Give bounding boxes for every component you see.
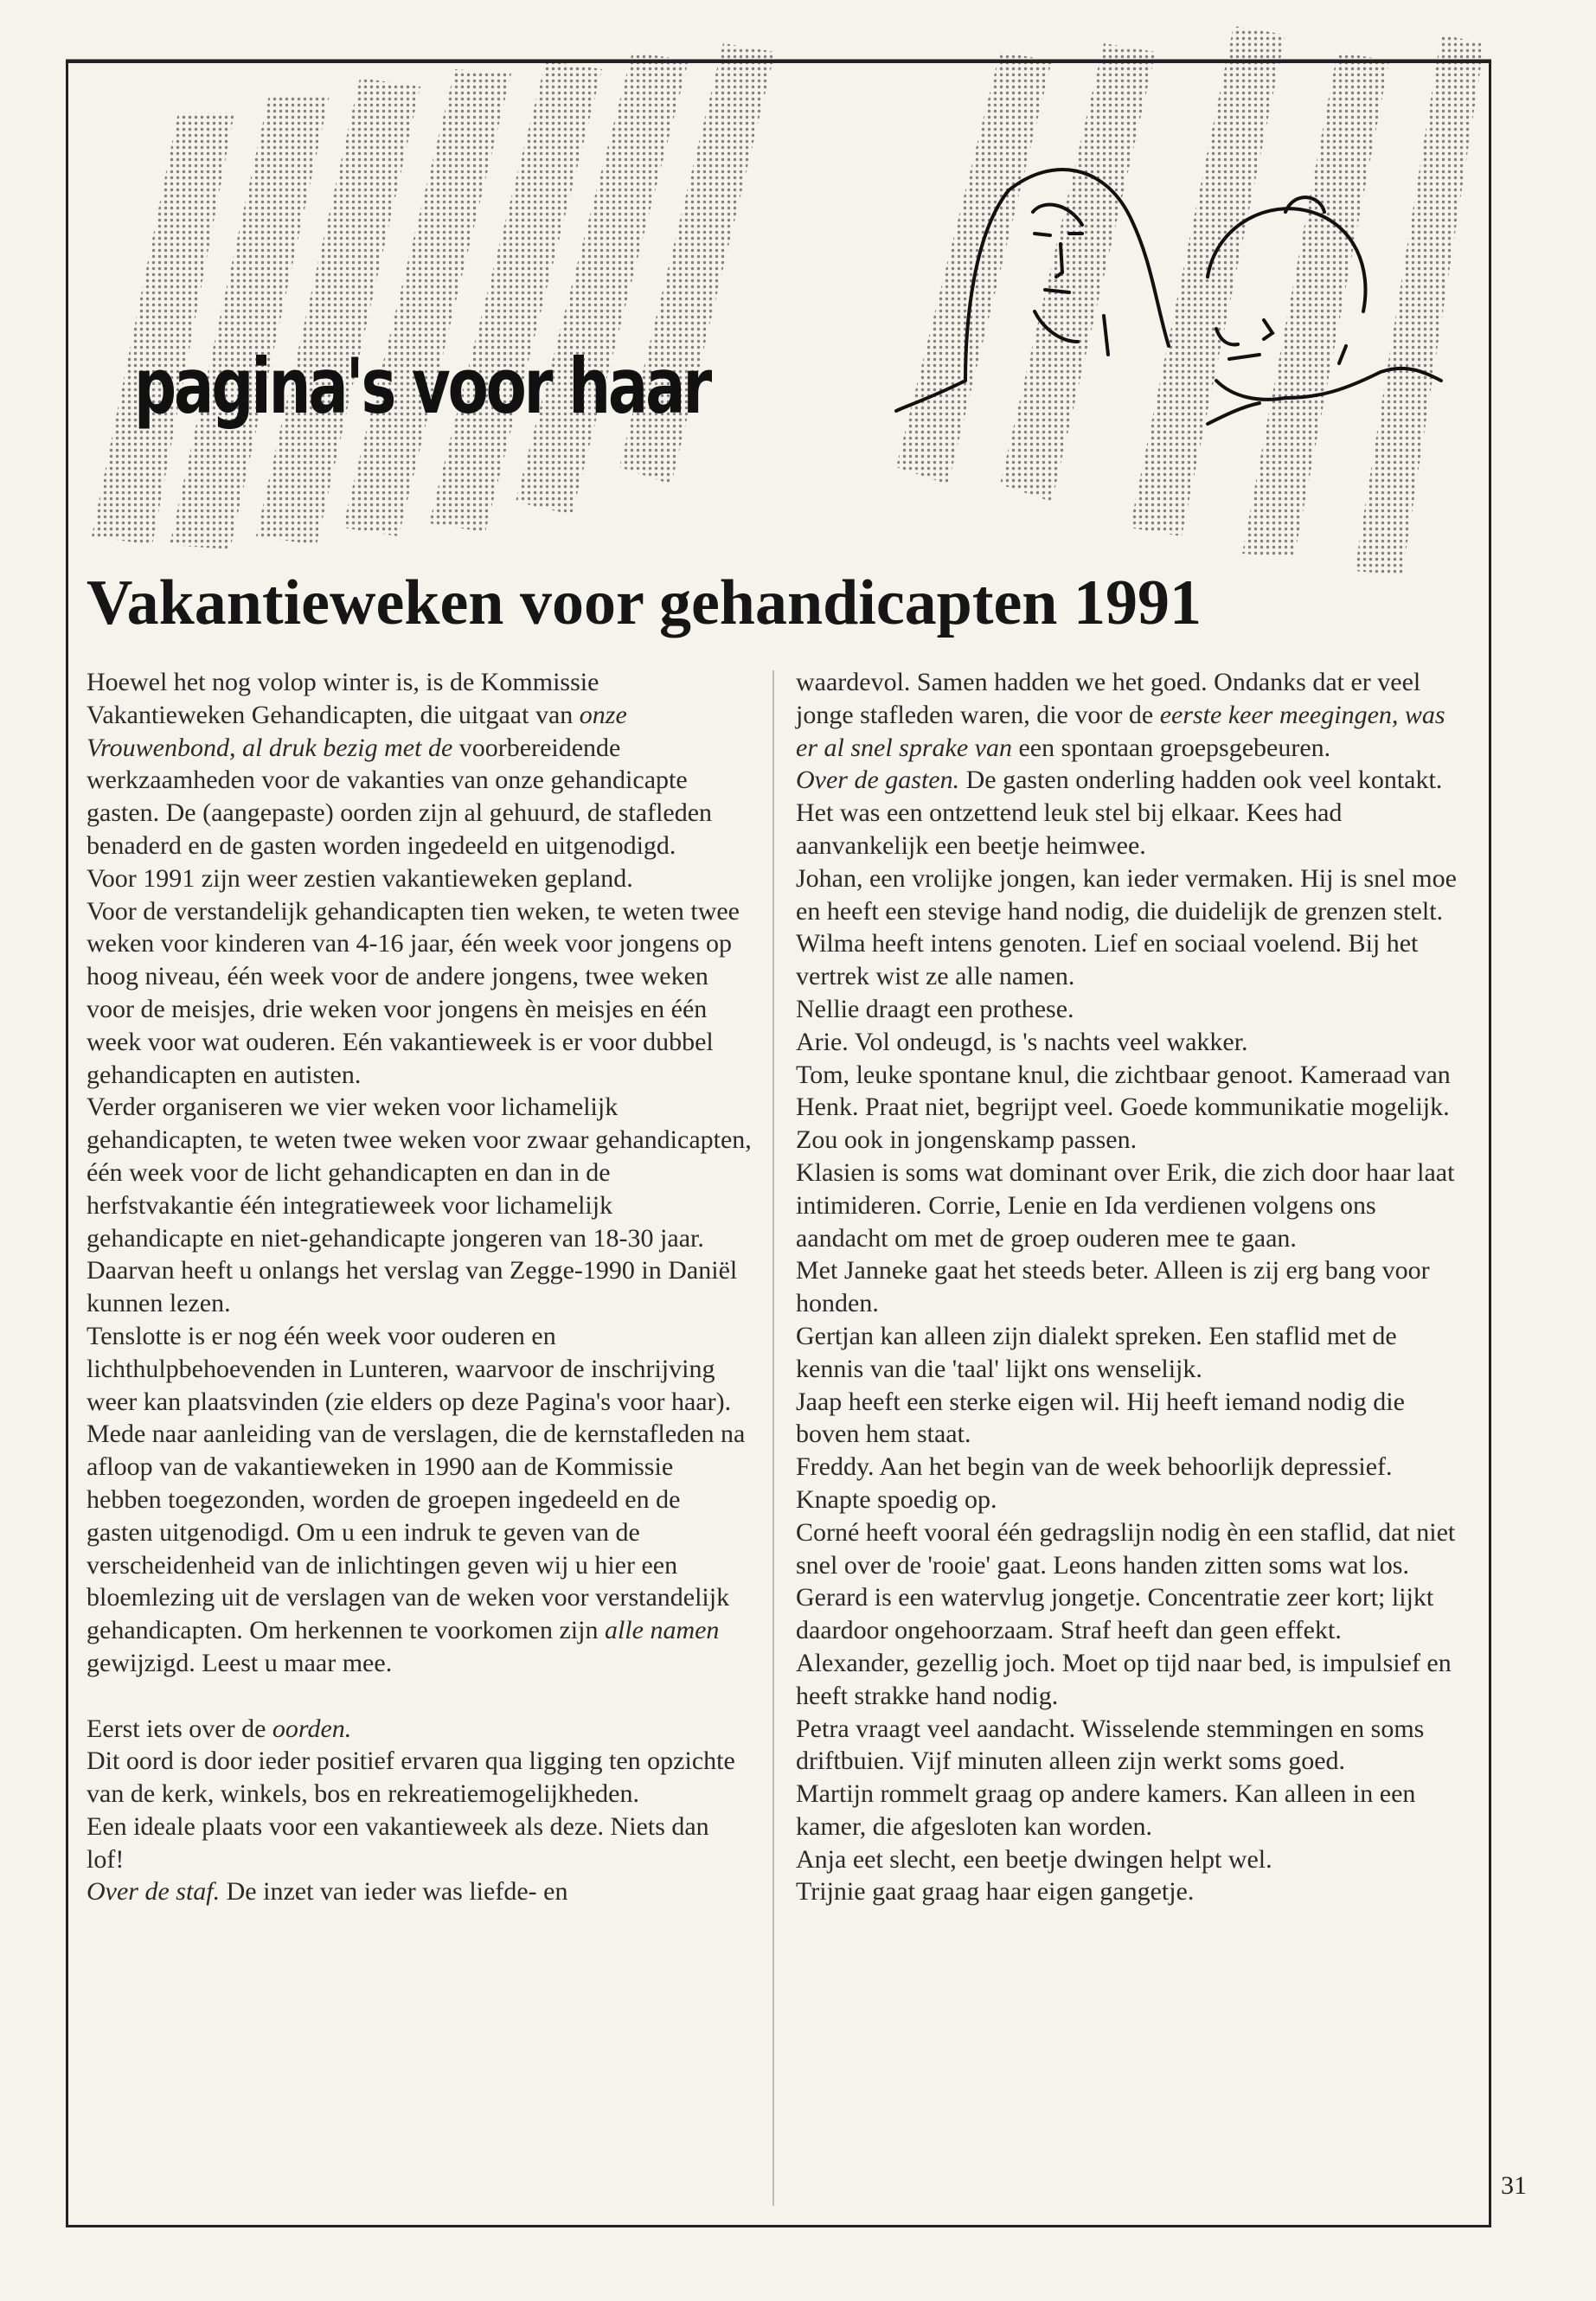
paragraph: Alexander, gezellig joch. Moet op tijd naar bed, is impulsief en heeft strakke hand nodig. xyxy=(796,1648,1452,1710)
paragraph: Nellie draagt een prothese. xyxy=(796,994,1074,1023)
paragraph: Jaap heeft een sterke eigen wil. Hij heeft iemand nodig die boven hem staat. xyxy=(796,1387,1405,1449)
paragraph: Met Janneke gaat het steeds beter. Alleen is zij erg bang voor honden. xyxy=(796,1256,1430,1318)
paragraph: Verder organiseren we vier weken voor lichamelijk gehandicapten, te weten twee weken voor zwaar gehandicapten, één week voor de licht gehandicapten en dan in de herfstvakantie één integratieweek voor lichamelijk gehandicapte en niet-gehandicapte jongeren van 18-30 jaar. Daarvan heeft u onlangs het verslag van Zegge-1990 in Daniël kunnen lezen. xyxy=(87,1093,752,1318)
paragraph: Trijnie gaat graag haar eigen gangetje. xyxy=(796,1877,1195,1907)
paragraph: waardevol. Samen hadden we het goed. Ondanks dat er veel jonge stafleden waren, die voor de eerste keer meegingen, was er al snel sprake van een spontaan groepsgebeuren. xyxy=(796,668,1445,762)
paragraph: Arie. Vol ondeugd, is 's nachts veel wakker. xyxy=(796,1027,1248,1056)
paragraph: Dit oord is door ieder positief ervaren qua ligging ten opzichte van de kerk, winkels, bos en rekreatiemogelijkheden. xyxy=(87,1747,735,1809)
section-title: pagina's voor haar xyxy=(134,342,710,431)
paragraph: Hoewel het nog volop winter is, is de Kommissie Vakantieweken Gehandicapten, die uitgaat van onze Vrouwenbond, al druk bezig met de voorbereidende werkzaamheden voor de vakanties van onze gehandicapte gasten. De (aangepaste) oorden zijn al gehuurd, de stafleden benaderd en de gasten worden ingedeeld en uitgenodigd. xyxy=(87,668,713,860)
paragraph: Over de staf. De inzet van ieder was liefde- en xyxy=(87,1877,568,1907)
paragraph: Gerard is een watervlug jongetje. Concentratie zeer kort; lijkt daardoor ongehoorzaam. Straf heeft dan geen effekt. xyxy=(796,1583,1434,1645)
right-column xyxy=(796,666,1462,1908)
paragraph: Freddy. Aan het begin van de week behoorlijk depressief. Knapte spoedig op. xyxy=(796,1452,1393,1514)
page-number: 31 xyxy=(1501,2171,1527,2200)
paragraph: Een ideale plaats voor een vakantieweek als deze. Niets dan lof! xyxy=(87,1811,709,1874)
paragraph: Eerst iets over de oorden. xyxy=(87,1714,352,1743)
article-headline: Vakantieweken voor gehandicapten 1991 xyxy=(87,567,1202,638)
paragraph: Petra vraagt veel aandacht. Wisselende stemmingen en soms driftbuien. Vijf minuten alleen zijn werkt soms goed. xyxy=(796,1714,1425,1776)
paragraph: Anja eet slecht, een beetje dwingen helpt wel. xyxy=(796,1844,1272,1874)
paragraph: Over de gasten. De gasten onderling hadden ook veel kontakt. Het was een ontzettend leuk stel bij elkaar. Kees had aanvankelijk een beetje heimwee. xyxy=(796,766,1443,860)
left-column xyxy=(87,666,753,1908)
paragraph: Voor de verstandelijk gehandicapten tien weken, te weten twee weken voor kinderen van 4-16 jaar, één week voor jongens op hoog niveau, één week voor de andere jongens, twee weken voor de meisjes, drie weken voor jongens èn meisjes en één week voor wat ouderen. Eén vakantieweek is er voor dubbel gehandicapten en autisten. xyxy=(87,896,740,1089)
paragraph: Mede naar aanleiding van de verslagen, die de kernstafleden na afloop van de vakantieweken in 1990 aan de Kommissie hebben toegezonden, worden de groepen ingedeeld en de gasten uitgenodigd. Om u een indruk te geven van de verscheidenheid van de inlichtingen geven wij u hier een bloemlezing uit de verslagen van de weken voor verstandelijk gehandicapten. Om herkennen te voorkomen zijn alle namen gewijzigd. Leest u maar mee. xyxy=(87,1420,746,1677)
column-divider xyxy=(772,670,774,2206)
paragraph: Tenslotte is er nog één week voor ouderen en lichthulpbehoevenden in Lunteren, waarvoor de inschrijving weer kan plaatsvinden (zie elders op deze Pagina's voor haar). xyxy=(87,1321,732,1416)
paragraph: Gertjan kan alleen zijn dialekt spreken. Een staflid met de kennis van die 'taal' lijkt ons wenselijk. xyxy=(796,1321,1397,1383)
paragraph: Corné heeft vooral één gedragslijn nodig èn een staflid, dat niet snel over de 'rooie' gaat. Leons handen zitten soms wat los. xyxy=(796,1517,1456,1580)
paragraph: Martijn rommelt graag op andere kamers. Kan alleen in een kamer, die afgesloten kan worden. xyxy=(796,1779,1416,1841)
paragraph-spacer xyxy=(87,1680,753,1713)
paragraph: Voor 1991 zijn weer zestien vakantieweken gepland. xyxy=(87,863,633,893)
paragraph: Wilma heeft intens genoten. Lief en sociaal voelend. Bij het vertrek wist ze alle namen. xyxy=(796,929,1419,991)
paragraph: Johan, een vrolijke jongen, kan ieder vermaken. Hij is snel moe en heeft een stevige hand nodig, die duidelijk de grenzen stelt. xyxy=(796,863,1457,926)
paragraph: Tom, leuke spontane knul, die zichtbaar genoot. Kameraad van Henk. Praat niet, begrijpt veel. Goede kommunikatie mogelijk. Zou ook in jongenskamp passen. xyxy=(796,1060,1451,1155)
paragraph: Klasien is soms wat dominant over Erik, die zich door haar laat intimideren. Corrie, Lenie en Ida verdienen volgens ons aandacht om met de groep ouderen mee te gaan. xyxy=(796,1157,1455,1253)
